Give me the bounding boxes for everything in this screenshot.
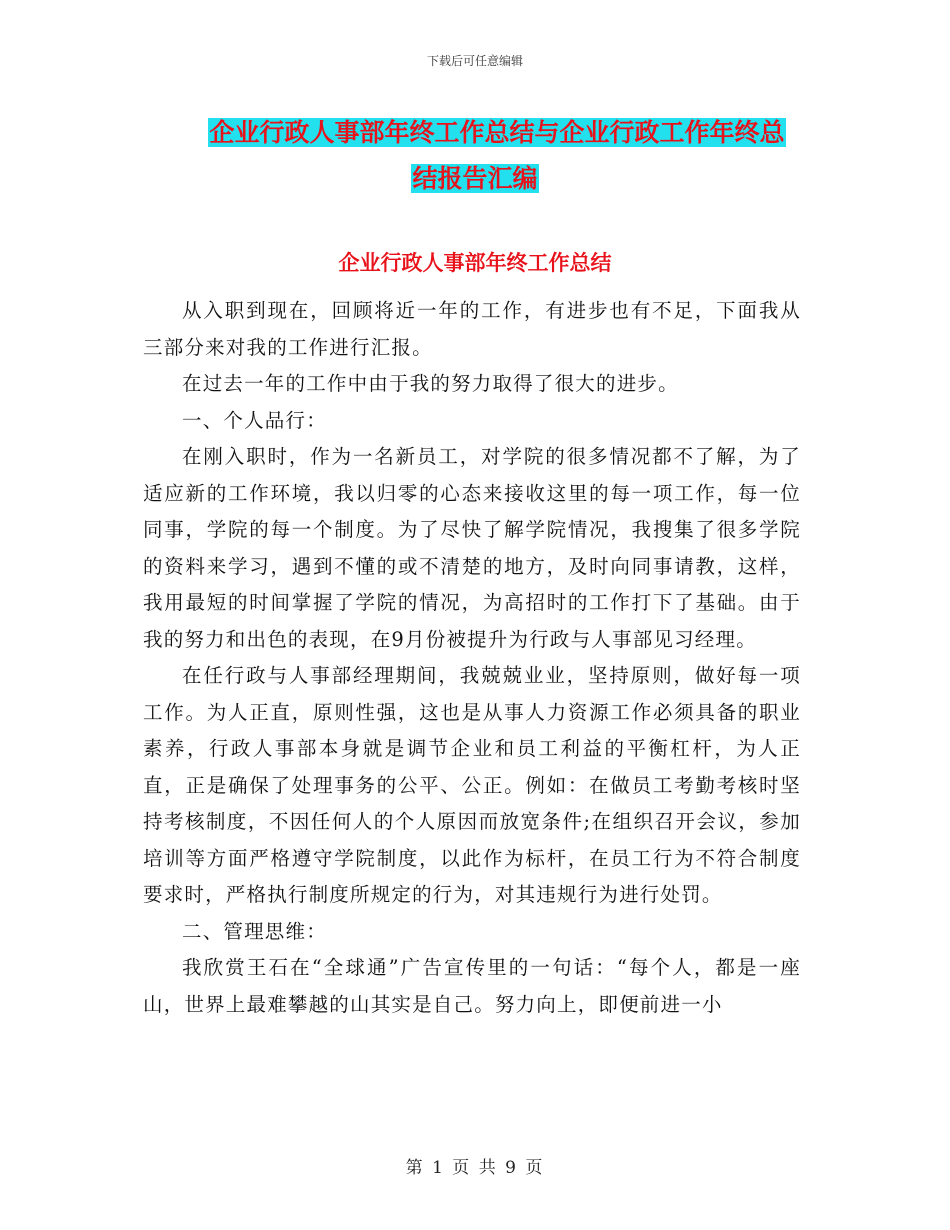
document-title	[0, 110, 950, 202]
document-title-line-2	[0, 156, 950, 202]
paragraph-heading: 一、个人品行：	[182, 408, 327, 432]
paragraph: 在过去一年的工作中由于我的努力取得了很大的进步。	[182, 372, 679, 395]
paragraph: 在任行政与人事部经理期间，我兢兢业业，坚持原则，做好每一项工作。为人正直，原则性强，这也是从事人力资源工作必须具备的职业素养，行政人事部本身就是调节企业和员工利益的平衡杠杆，为人正直，正是确保了处理事务的公平、公正。例如：在做员工考勤考核时坚持考核制度，不因任何人的个人原因而放宽条件;在组织召开会议，参加培训等方面严格遵守学院制度，以此作为标杆，在员工行为不符合制度要求时，严格执行制度所规定的行为，对其违规行为进行处罚。	[143, 664, 801, 906]
body-text	[143, 293, 801, 1023]
title-highlight-1: 企业行政人事部年终工作总结与企业行政工作年终总	[209, 118, 785, 147]
section-heading: 企业行政人事部年终工作总结	[338, 251, 612, 275]
title-highlight-2: 结报告汇编	[412, 164, 538, 193]
page-number: 第 1 页 共 9 页	[405, 1158, 545, 1178]
paragraph: 从入职到现在，回顾将近一年的工作，有进步也有不足，下面我从三部分来对我的工作进行汇报。	[143, 299, 801, 359]
document-title-line-1	[0, 110, 950, 156]
paragraph: 我欣赏王石在“全球通”广告宣传里的一句话：“每个人，都是一座山，世界上最难攀越的山其实是自己。努力向上，即便前进一小	[143, 956, 801, 1016]
page-header-note: 下载后可任意编辑	[426, 54, 523, 68]
paragraph-heading: 二、管理思维：	[182, 919, 327, 943]
paragraph: 在刚入职时，作为一名新员工，对学院的很多情况都不了解，为了适应新的工作环境，我以归零的心态来接收这里的每一项工作，每一位同事，学院的每一个制度。为了尽快了解学院情况，我搜集了很多学院的资料来学习，遇到不懂的或不清楚的地方，及时向同事请教，这样，我用最短的时间掌握了学院的情况，为高招时的工作打下了基础。由于我的努力和出色的表现，在9月份被提升为行政与人事部见习经理。	[143, 445, 801, 651]
